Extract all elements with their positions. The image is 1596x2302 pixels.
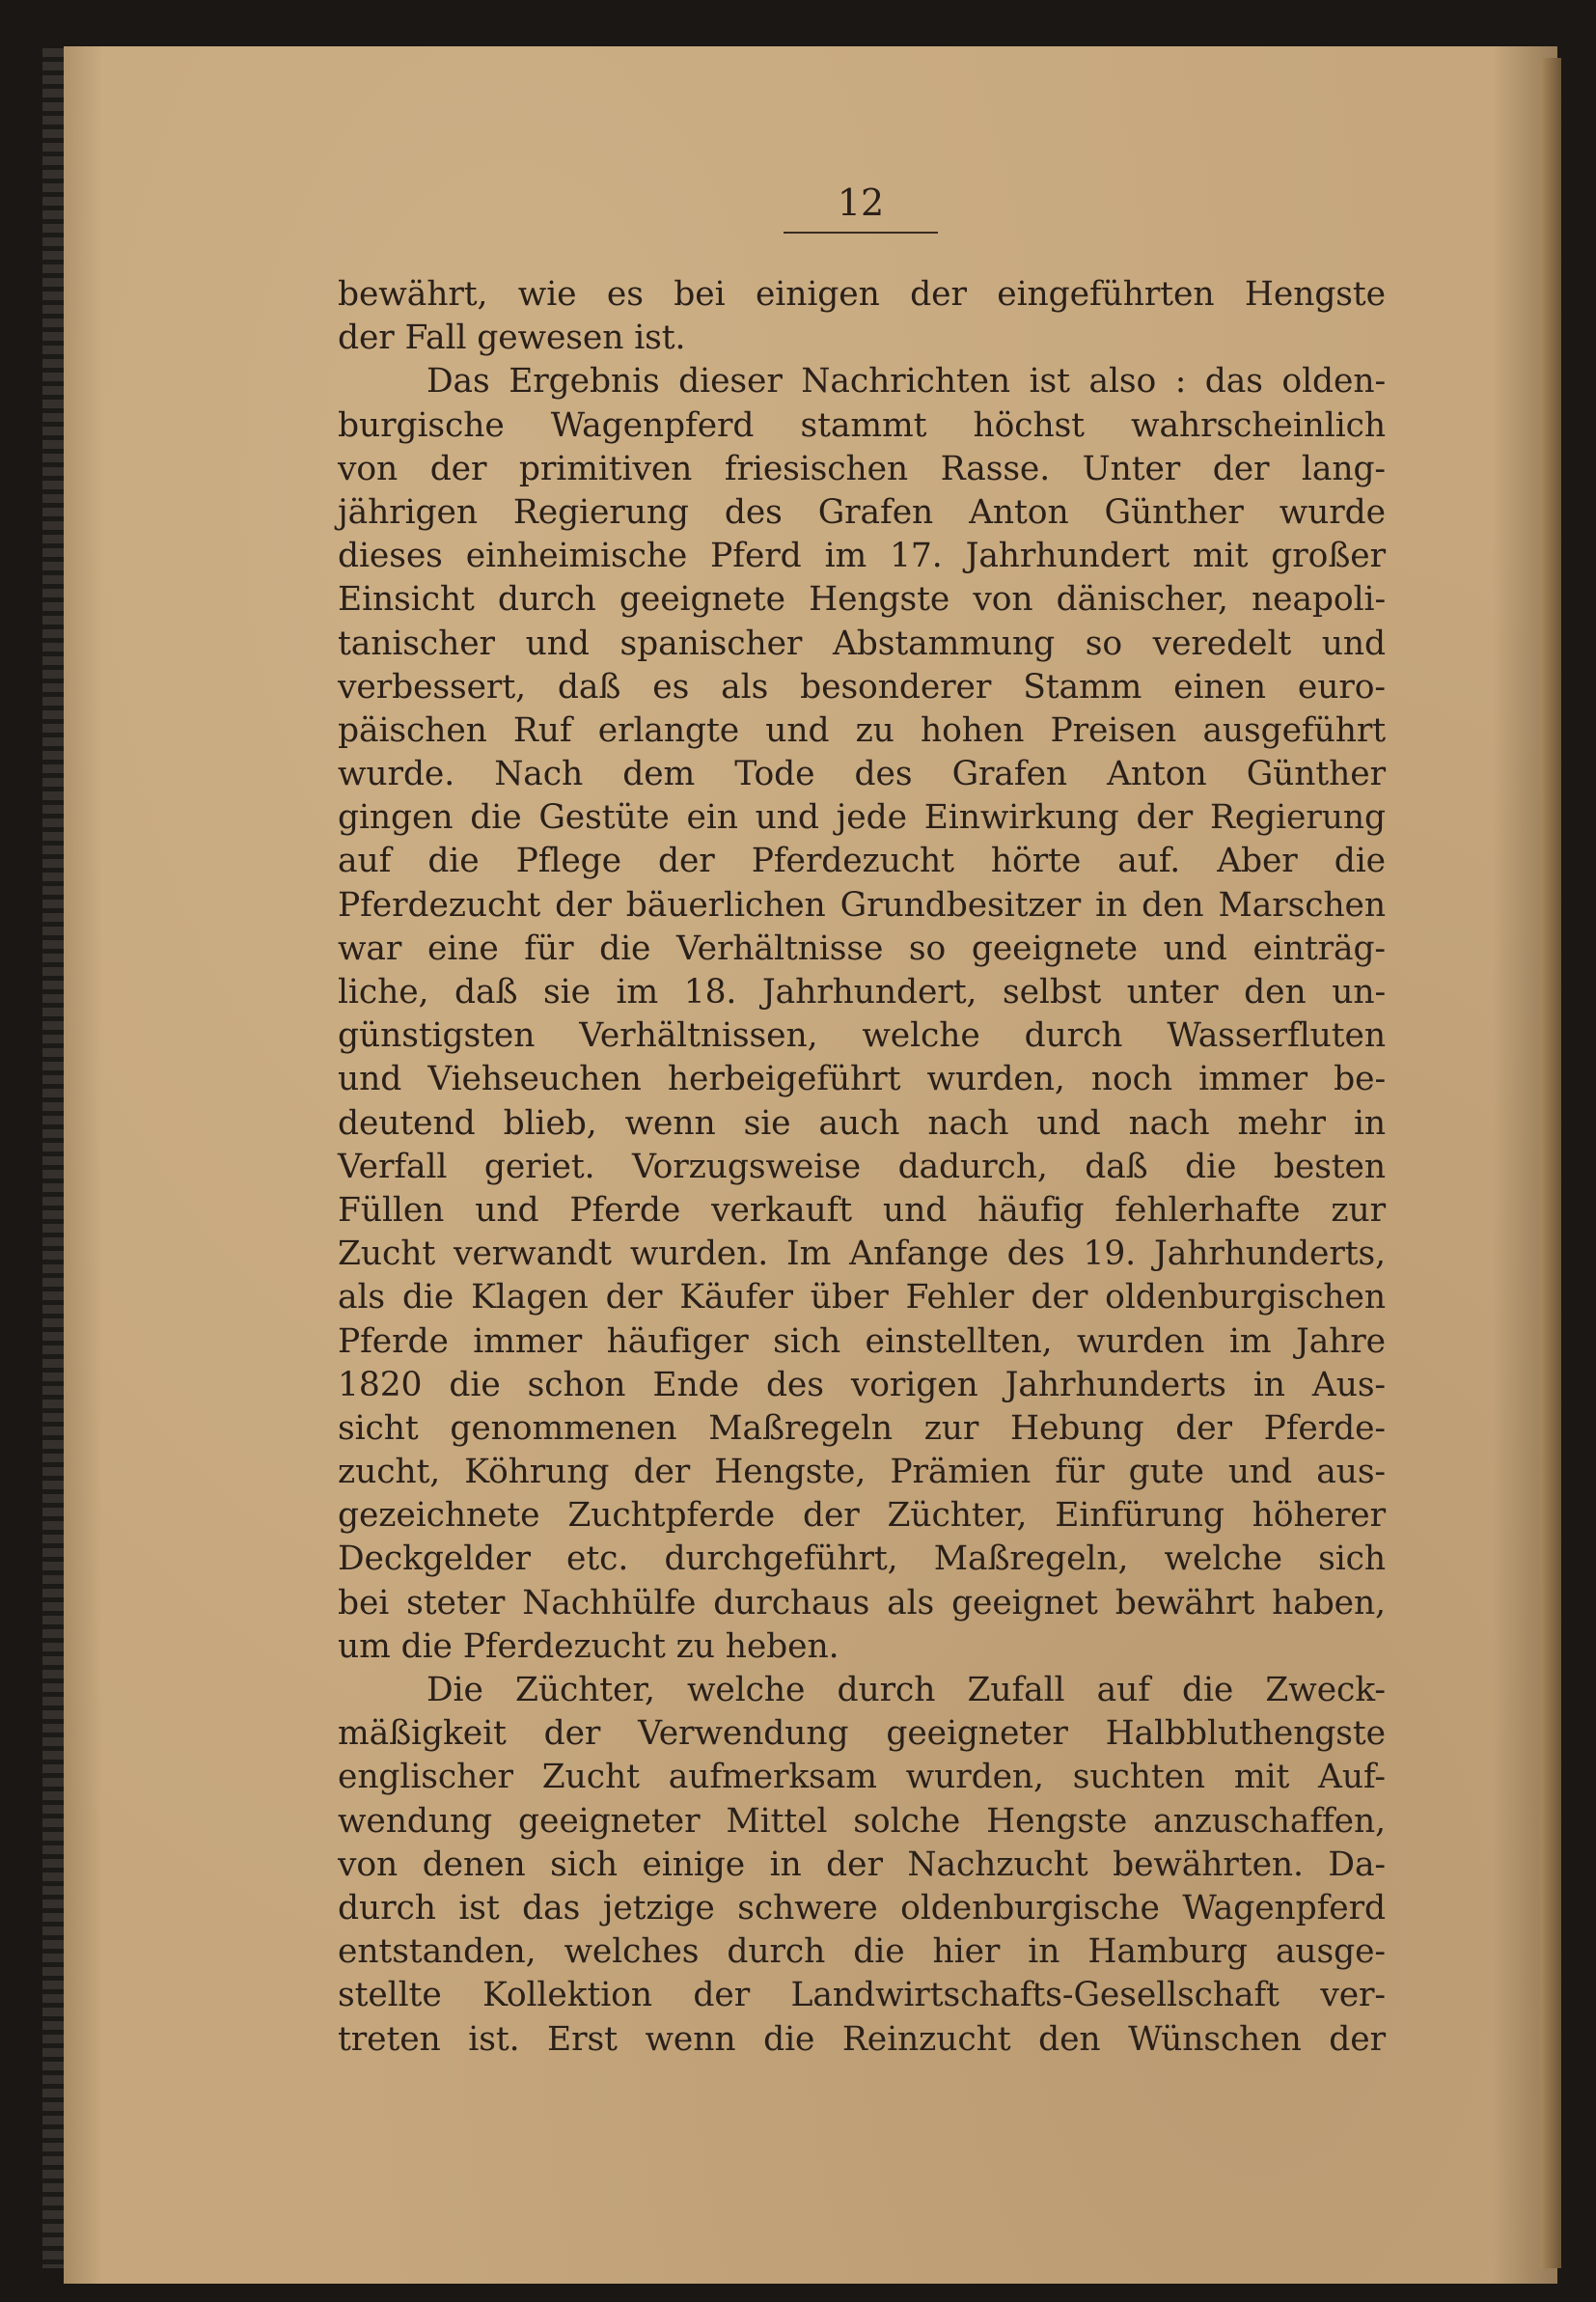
text-line: sicht genommenen Maßregeln zur Hebung der Pferde- — [338, 1408, 1386, 1448]
text-line: gingen die Gestüte ein und jede Einwirkung der Regierung — [338, 798, 1386, 838]
text-line: Füllen und Pferde verkauft und häufig fehlerhafte zur — [338, 1190, 1386, 1230]
body-text — [338, 273, 1386, 2062]
text-line: burgische Wagenpferd stammt höchst wahrscheinlich — [338, 405, 1386, 445]
text-line: günstigsten Verhältnissen, welche durch Wasserfluten — [338, 1016, 1386, 1056]
text-line: bei steter Nachhülfe durchaus als geeignet bewährt haben, — [338, 1583, 1386, 1622]
page-number-rule — [784, 232, 938, 234]
text-line: gezeichnete Zuchtpferde der Züchter, Einfürung höherer — [338, 1496, 1386, 1536]
text-line: von der primitiven friesischen Rasse. Unter der lang- — [338, 449, 1386, 488]
text-line: mäßigkeit der Verwendung geeigneter Halbbluthengste — [338, 1714, 1386, 1754]
text-line: stellte Kollektion der Landwirtschafts-Gesellschaft ver- — [338, 1976, 1386, 2015]
text-line: 1820 die schon Ende des vorigen Jahrhunderts in Aus- — [338, 1365, 1386, 1404]
page-edge — [1540, 58, 1561, 2268]
text-line: Zucht verwandt wurden. Im Anfange des 19. Jahrhunderts, — [338, 1234, 1386, 1274]
text-line: englischer Zucht aufmerksam wurden, suchten mit Auf- — [338, 1758, 1386, 1797]
text-line: Das Ergebnis dieser Nachrichten ist also : das olden- — [427, 362, 1386, 402]
text-line: päischen Ruf erlangte und zu hohen Preisen ausgeführt — [338, 710, 1386, 750]
text-line: Einsicht durch geeignete Hengste von dänischer, neapoli- — [338, 580, 1386, 620]
text-line: Pferde immer häufiger sich einstellten, wurden im Jahre — [338, 1321, 1386, 1361]
text-line: liche, daß sie im 18. Jahrhundert, selbst unter den un- — [338, 973, 1386, 1012]
paragraph — [338, 1669, 1386, 2062]
text-line: durch ist das jetzige schwere oldenburgische Wagenpferd — [338, 1888, 1386, 1928]
text-line: entstanden, welches durch die hier in Hamburg ausge- — [338, 1932, 1386, 1972]
text-line: um die Pferdezucht zu heben. — [338, 1626, 839, 1666]
text-line: deutend blieb, wenn sie auch nach und nach mehr in — [338, 1103, 1386, 1143]
text-line: wurde. Nach dem Tode des Grafen Anton Günther — [338, 755, 1386, 794]
text-line: der Fall gewesen ist. — [338, 319, 686, 358]
text-line: Verfall geriet. Vorzugsweise dadurch, daß die besten — [338, 1147, 1386, 1186]
text-line: auf die Pflege der Pferdezucht hörte auf. Aber die — [338, 842, 1386, 881]
text-line: und Viehseuchen herbeigeführt wurden, noch immer be- — [338, 1060, 1386, 1099]
text-line: von denen sich einige in der Nachzucht bewährten. Da- — [338, 1844, 1386, 1884]
text-line: jährigen Regierung des Grafen Anton Günther wurde — [338, 492, 1386, 532]
text-line: dieses einheimische Pferd im 17. Jahrhundert mit großer — [338, 537, 1386, 576]
text-line: treten ist. Erst wenn die Reinzucht den Wünschen der — [338, 2019, 1386, 2059]
text-line: Deckgelder etc. durchgeführt, Maßregeln, welche sich — [338, 1539, 1386, 1579]
text-line: wendung geeigneter Mittel solche Hengste anzuschaffen, — [338, 1801, 1386, 1841]
text-line: war eine für die Verhältnisse so geeignete und einträg- — [338, 929, 1386, 968]
text-line: Pferdezucht der bäuerlichen Grundbesitzer in den Marschen — [338, 885, 1386, 925]
paragraph — [338, 273, 1386, 360]
text-line: als die Klagen der Käufer über Fehler der oldenburgischen — [338, 1278, 1386, 1317]
paragraph — [338, 360, 1386, 1669]
text-line: zucht, Köhrung der Hengste, Prämien für gute und aus- — [338, 1453, 1386, 1492]
book-binding — [42, 48, 66, 2268]
text-line: verbessert, daß es als besonderer Stamm einen euro- — [338, 667, 1386, 707]
page-number: 12 — [837, 181, 885, 224]
text-line: tanischer und spanischer Abstammung so veredelt und — [338, 624, 1386, 663]
text-line: Die Züchter, welche durch Zufall auf die Zweck- — [427, 1671, 1386, 1709]
text-line: bewährt, wie es bei einigen der eingeführten Hengste — [338, 275, 1386, 314]
